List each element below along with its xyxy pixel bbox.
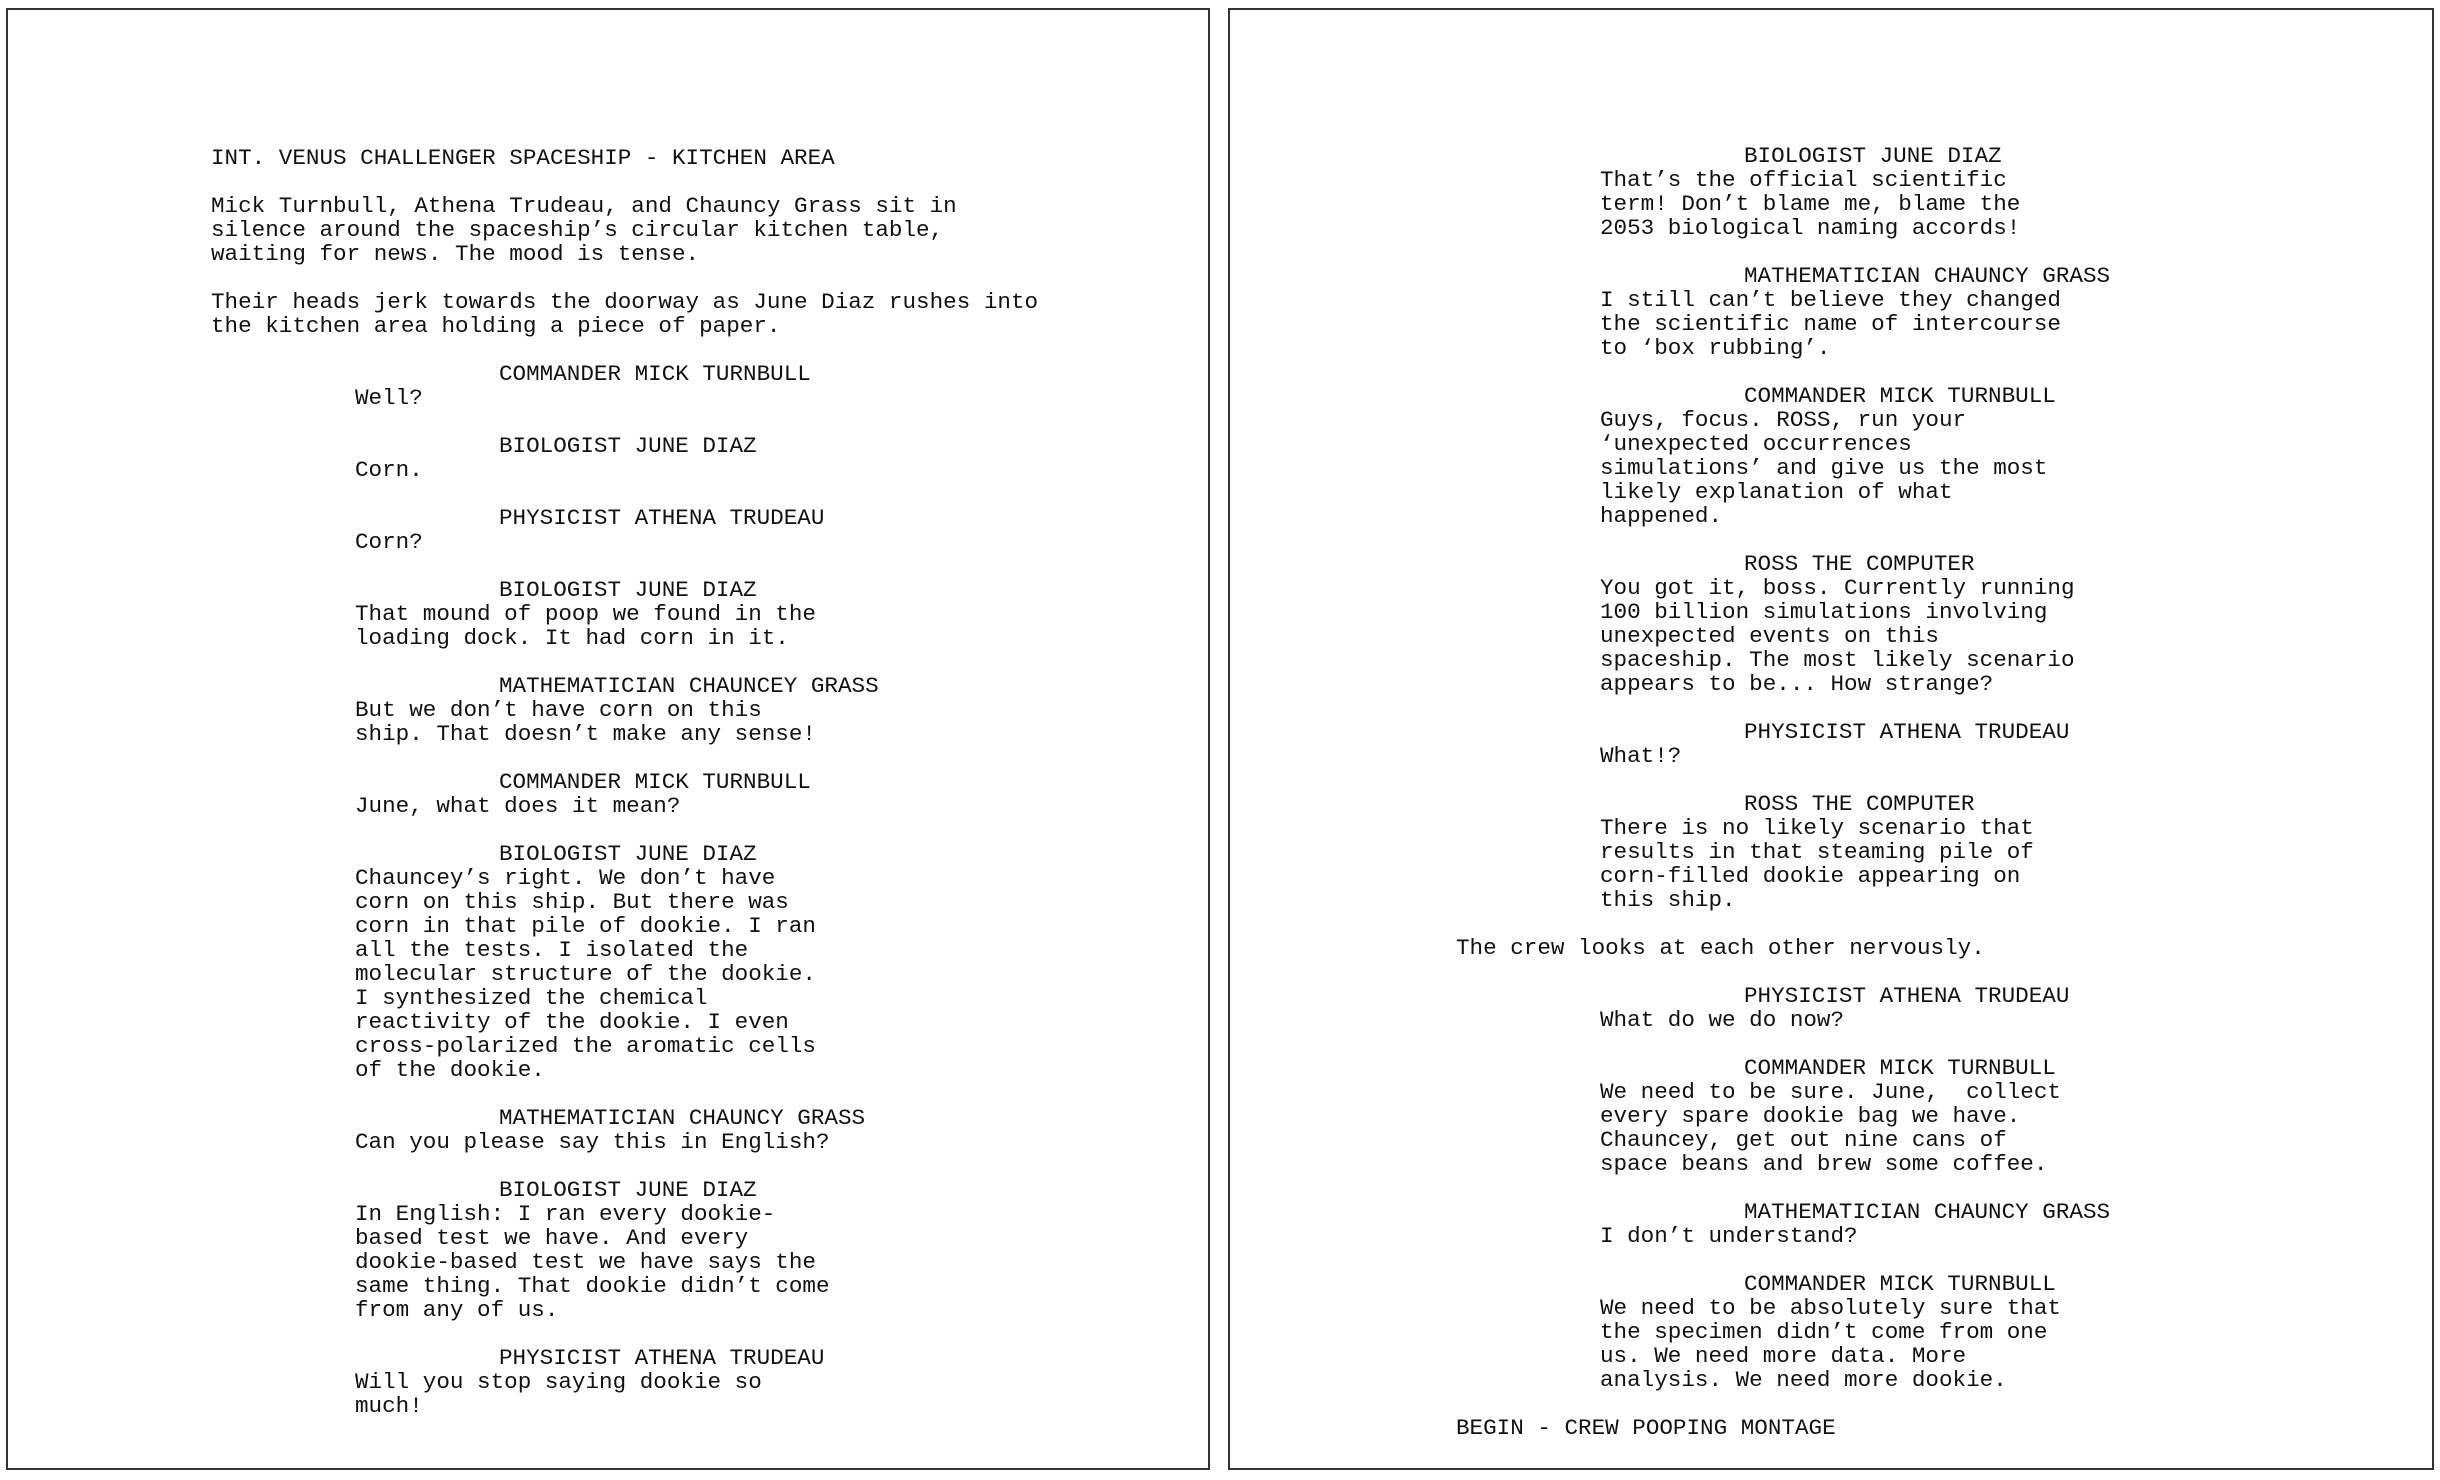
dialogue-text: June, what does it mean?: [355, 793, 681, 819]
character-name: COMMANDER MICK TURNBULL: [1744, 1271, 2056, 1297]
dialogue-block: [211, 1178, 1038, 1322]
character-name: COMMANDER MICK TURNBULL: [1744, 1055, 2056, 1081]
dialogue-text: Will you stop saying dookie so much!: [355, 1369, 762, 1419]
dialogue-text: In English: I ran every dookie- based test we have. And every dookie-based test we have says the same thing. That dookie didn’t come from any of us.: [355, 1201, 830, 1323]
dialogue-block: [1456, 720, 2110, 768]
character-name: PHYSICIST ATHENA TRUDEAU: [1744, 719, 2070, 745]
character-name: MATHEMATICIAN CHAUNCY GRASS: [1744, 1199, 2111, 1225]
action-line: Their heads jerk towards the doorway as June Diaz rushes into the kitchen area holding a piece of paper.: [211, 289, 1039, 339]
action-line: Mick Turnbull, Athena Trudeau, and Chauncy Grass sit in silence around the spaceship’s circular kitchen table, waiting for news. The mood is tense.: [211, 193, 957, 267]
dialogue-text: What do we do now?: [1600, 1007, 1845, 1033]
dialogue-text: That’s the official scientific term! Don’t blame me, blame the 2053 biological naming accords!: [1600, 167, 2021, 241]
dialogue-text: Guys, focus. ROSS, run your ‘unexpected occurrences simulations’ and give us the most likely explanation of what happened.: [1600, 407, 2048, 529]
dialogue-block: [211, 770, 1038, 818]
character-name: PHYSICIST ATHENA TRUDEAU: [499, 1345, 825, 1371]
character-name: BIOLOGIST JUNE DIAZ: [499, 1177, 757, 1203]
dialogue-block: [1456, 1200, 2110, 1248]
character-name: ROSS THE COMPUTER: [1744, 551, 1975, 577]
dialogue-block: [211, 1346, 1038, 1418]
scene-heading: INT. VENUS CHALLENGER SPACESHIP - KITCHEN AREA: [211, 145, 835, 171]
dialogue-text: We need to be absolutely sure that the specimen didn’t come from one us. We need more data. More analysis. We need more dookie.: [1600, 1295, 2061, 1393]
dialogue-text: That mound of poop we found in the loading dock. It had corn in it.: [355, 601, 816, 651]
dialogue-text: Corn?: [355, 529, 423, 555]
dialogue-block: [1456, 1272, 2110, 1392]
dialogue-text: Chauncey’s right. We don’t have corn on this ship. But there was corn in that pile of dookie. I ran all the tests. I isolated the molecular structure of the dookie. I synthesized the chemical reactivity of the dookie. I even cross-polarized the aromatic cells of the dookie.: [355, 865, 816, 1083]
dialogue-block: [211, 842, 1038, 1082]
character-name: BIOLOGIST JUNE DIAZ: [499, 577, 757, 603]
dialogue-text: There is no likely scenario that results in that steaming pile of corn-filled dookie appearing on this ship.: [1600, 815, 2034, 913]
dialogue-block: [1456, 552, 2110, 696]
dialogue-block: [211, 674, 1038, 746]
character-name: BIOLOGIST JUNE DIAZ: [499, 841, 757, 867]
dialogue-block: [211, 434, 1038, 482]
character-name: COMMANDER MICK TURNBULL: [499, 769, 811, 795]
dialogue-text: What!?: [1600, 743, 1682, 769]
character-name: COMMANDER MICK TURNBULL: [1744, 383, 2056, 409]
character-name: MATHEMATICIAN CHAUNCY GRASS: [1744, 263, 2111, 289]
transition-line: BEGIN - CREW POOPING MONTAGE: [1456, 1415, 1836, 1441]
dialogue-text: Well?: [355, 385, 423, 411]
dialogue-block: [211, 1106, 1038, 1154]
dialogue-text: I don’t understand?: [1600, 1223, 1858, 1249]
character-name: COMMANDER MICK TURNBULL: [499, 361, 811, 387]
dialogue-block: [1456, 384, 2110, 528]
page-content: [1456, 144, 2110, 1440]
character-name: MATHEMATICIAN CHAUNCEY GRASS: [499, 673, 879, 699]
dialogue-text: But we don’t have corn on this ship. That doesn’t make any sense!: [355, 697, 816, 747]
dialogue-block: [1456, 144, 2110, 240]
dialogue-block: [211, 506, 1038, 554]
dialogue-block: [211, 578, 1038, 650]
dialogue-text: I still can’t believe they changed the scientific name of intercourse to ‘box rubbing’.: [1600, 287, 2061, 361]
character-name: ROSS THE COMPUTER: [1744, 791, 1975, 817]
character-name: PHYSICIST ATHENA TRUDEAU: [499, 505, 825, 531]
page-content: [211, 146, 1038, 1418]
script-page-right: [1228, 8, 2434, 1470]
dialogue-block: [1456, 1056, 2110, 1176]
dialogue-block: [211, 362, 1038, 410]
dialogue-text: Corn.: [355, 457, 423, 483]
character-name: BIOLOGIST JUNE DIAZ: [1744, 143, 2002, 169]
character-name: BIOLOGIST JUNE DIAZ: [499, 433, 757, 459]
character-name: MATHEMATICIAN CHAUNCY GRASS: [499, 1105, 866, 1131]
dialogue-text: We need to be sure. June, collect every spare dookie bag we have. Chauncey, get out nine cans of space beans and brew some coffee.: [1600, 1079, 2061, 1177]
action-line: The crew looks at each other nervously.: [1456, 935, 1985, 961]
dialogue-block: [1456, 264, 2110, 360]
character-name: PHYSICIST ATHENA TRUDEAU: [1744, 983, 2070, 1009]
dialogue-block: [1456, 792, 2110, 912]
script-page-left: [6, 8, 1210, 1470]
dialogue-text: You got it, boss. Currently running 100 billion simulations involving unexpected events on this spaceship. The most likely scenario appears to be... How strange?: [1600, 575, 2075, 697]
dialogue-text: Can you please say this in English?: [355, 1129, 830, 1155]
dialogue-block: [1456, 984, 2110, 1032]
